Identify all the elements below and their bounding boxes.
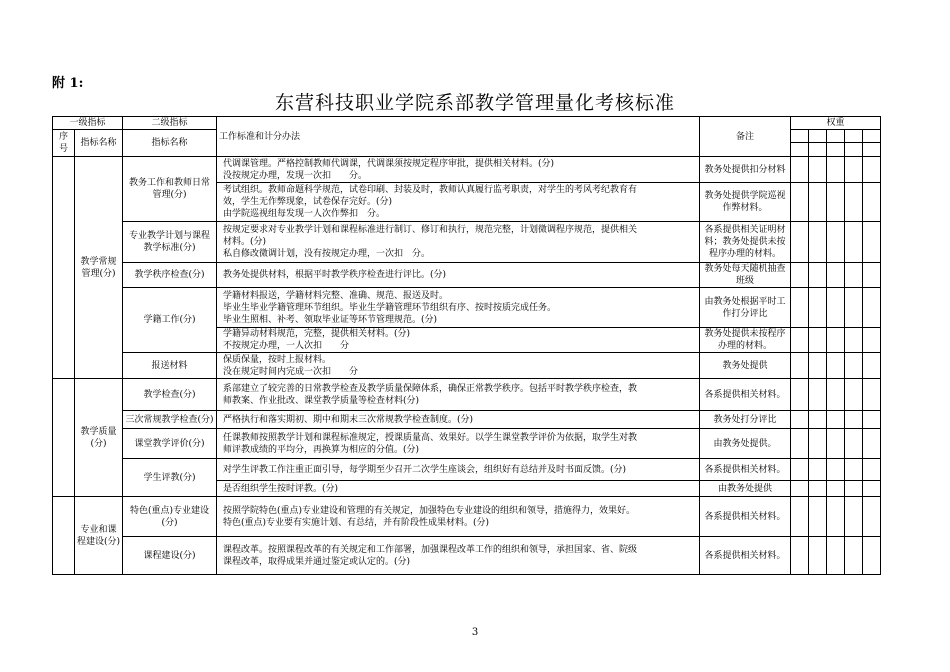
criteria-cell [217,222,700,263]
criteria-line: 课程改革。按照课程改革的有关规定和工作部署，加强课程改革工作的组织和领导，承担国家、省、院级 [223,544,638,555]
weight-cell [863,481,881,497]
criteria-cell [217,411,700,429]
criteria-cell [217,481,700,497]
table-row [53,537,881,575]
criteria-line: 不按规定办理，一人次扣 分 [223,341,350,351]
weight-cell [845,537,863,575]
header-level2: 二级指标 [123,117,217,130]
weight-cell [863,183,881,222]
table-row [53,497,881,537]
weight-cell [809,143,827,157]
level2-indicator-name: 报送材料 [123,353,217,379]
weight-cell [809,459,827,481]
remark-cell: 各系提供相关材料。 [700,459,791,481]
criteria-line: 教务处提供材料，根据平时教学秩序检查进行评比。(分) [223,270,447,280]
criteria-line: 没按规定办理，发现一次扣 分。 [223,170,368,181]
weight-cell [845,459,863,481]
criteria-line: 师评教成绩的平均分，再换算为相应的分值。(分) [223,444,420,455]
table-row [53,379,881,411]
weight-cell [809,537,827,575]
criteria-line: 考试组织。教师命题科学规范，试卷印刷、封装及时，教师认真履行监考职责，对学生的考风考纪教育有 [223,185,638,195]
weight-cell [809,429,827,459]
header-ind-name: 指标名称 [75,130,123,157]
level2-indicator-name: 学籍工作(分) [123,288,217,353]
seq-cell [53,379,75,497]
criteria-line: 对学生评教工作注重正面引导，每学期至少召开二次学生座谈会，组织好有总结并及时书面反馈。(分) [223,464,627,475]
criteria-cell [217,497,700,537]
criteria-cell [217,379,700,411]
weight-cell [791,183,809,222]
weight-cell [845,157,863,183]
weight-cell [863,222,881,263]
criteria-line: 代调课管理。严格控制教师代调课，代调课须按规定程序审批，提供相关材料。(分) [223,158,555,169]
level2-indicator-name: 课程建设(分) [123,537,217,575]
weight-cell [809,183,827,222]
criteria-line: 严格执行和落实期初、期中和期末三次常规教学检查制度。(分) [223,414,474,425]
weight-cell [791,222,809,263]
level2-indicator-name: 特色(重点)专业建设(分) [123,497,217,537]
weight-cell [827,130,845,143]
table-row [53,157,881,183]
header-seq: 序号 [53,130,75,157]
weight-cell [827,459,845,481]
weight-cell [809,288,827,328]
criteria-line: 材料。(分) [223,237,267,247]
remark-cell: 由教务处根据平时工作打分评比 [700,288,791,328]
table-row [53,222,881,263]
weight-cell [809,157,827,183]
weight-cell [809,130,827,143]
table-row [53,429,881,459]
remark-cell: 各系提供相关材料。 [700,379,791,411]
weight-cell [863,143,881,157]
remark-cell: 由教务处提供 [700,481,791,497]
weight-cell [791,143,809,157]
weight-cell [845,130,863,143]
weight-cell [845,353,863,379]
remark-cell: 各系提供相关材料。 [700,537,791,575]
weight-cell [791,288,809,328]
criteria-cell [217,459,700,481]
seq-cell [53,497,75,575]
weight-cell [863,157,881,183]
level2-indicator-name: 教学秩序检查(分) [123,263,217,288]
level1-indicator-name: 教学质量(分) [75,379,123,497]
table-row [53,411,881,429]
header-remarks: 备注 [700,117,791,157]
weight-cell [791,429,809,459]
criteria-line: 是否组织学生按时评教。(分) [223,483,339,494]
criteria-cell [217,183,700,222]
weight-cell [827,222,845,263]
weight-cell [845,379,863,411]
remark-cell: 教务处提供 [700,353,791,379]
criteria-line: 保质保量，按时上报材料。 [223,354,332,365]
table-row [53,288,881,328]
criteria-line: 毕业生照相、补考、领取毕业证等环节管理规范。(分) [223,314,438,325]
weight-cell [791,353,809,379]
level2-indicator-name: 课堂教学评价(分) [123,429,217,459]
criteria-cell [217,288,700,328]
weight-cell [827,288,845,328]
criteria-line: 毕业生毕业学籍管理环节组织。毕业生学籍管理环节组织有序、按时按质完成任务。 [223,302,557,313]
table-row [53,459,881,481]
criteria-line: 没在规定时间内完成一次扣 分 [223,366,359,377]
level1-indicator-name: 教学常规管理(分) [75,157,123,379]
criteria-cell [217,157,700,183]
remark-cell: 各系提供相关材料。 [700,497,791,537]
level1-indicator-name: 专业和课程建设(分) [75,497,123,575]
weight-cell [791,411,809,429]
criteria-line: 特色(重点)专业要有实施计划、有总结，并有阶段性成果材料。(分) [223,517,490,528]
level2-indicator-name: 教务工作和教师日常管理(分) [123,157,217,222]
weight-cell [827,497,845,537]
weight-cell [809,222,827,263]
annex-label: 附 1: [52,76,84,91]
weight-cell [791,263,809,288]
weight-cell [791,497,809,537]
weight-cell [827,353,845,379]
weight-cell [809,411,827,429]
weight-cell [809,353,827,379]
weight-cell [845,288,863,328]
weight-cell [827,263,845,288]
criteria-line: 学籍材料报送，学籍材料完整、准确、规范、报送及时。 [223,290,449,301]
weight-cell [791,379,809,411]
weight-cell [791,157,809,183]
weight-cell [863,459,881,481]
remark-cell: 教务处提供扣分材料 [700,157,791,183]
weight-cell [827,328,845,353]
page-number: 3 [471,627,479,638]
weight-cell [809,263,827,288]
weight-cell [827,429,845,459]
criteria-cell [217,328,700,353]
weight-cell [845,143,863,157]
criteria-line: 按照学院特色(重点)专业建设和管理的有关规定，加强特色专业建设的组织和领导，措施得力，效果好。 [223,505,636,516]
level2-indicator-name: 学生评教(分) [123,459,217,497]
weight-cell [827,183,845,222]
remark-cell: 教务处提供学院巡视作弊材料。 [700,183,791,222]
weight-cell [845,222,863,263]
weight-cell [845,328,863,353]
remark-cell: 各系提供相关证明材料；教务处提供未按程序办理的材料。 [700,222,791,263]
weight-cell [845,183,863,222]
weight-cell [791,537,809,575]
weight-cell [791,328,809,353]
seq-cell [53,157,75,379]
weight-cell [863,429,881,459]
criteria-line: 任课教师按照教学计划和课程标准规定，授课质量高、效果好。以学生课堂教学评价为依据，取学生对教 [223,432,638,443]
criteria-cell [217,263,700,288]
weight-cell [863,537,881,575]
weight-cell [845,497,863,537]
weight-cell [791,459,809,481]
document-title: 东营科技职业学院系部教学管理量化考核标准 [274,92,675,114]
criteria-cell [217,353,700,379]
weight-cell [827,157,845,183]
weight-cell [845,481,863,497]
remark-cell: 教务处每天随机抽查班级 [700,263,791,288]
criteria-line: 系部建立了较完善的日常教学检查及教学质量保障体系，确保正常教学秩序。包括平时教学秩序检查，教 [223,383,638,394]
weight-cell [827,143,845,157]
weight-cell [809,379,827,411]
weight-cell [827,379,845,411]
weight-cell [809,497,827,537]
assessment-table [52,116,881,575]
criteria-line: 效，学生无作弊现象，试卷保存完好。(分) [223,197,393,207]
weight-cell [863,379,881,411]
header-ind-name2: 指标名称 [123,130,217,157]
weight-cell [827,481,845,497]
criteria-line: 由学院巡视组每发现一人次作弊扣 分。 [223,209,386,219]
remark-cell: 由教务处提供。 [700,429,791,459]
weight-cell [863,288,881,328]
level2-indicator-name: 三次常规教学检查(分) [123,411,217,429]
weight-cell [863,411,881,429]
criteria-line: 私自修改微调计划，没有按规定办理，一次扣 分。 [223,249,431,259]
weight-cell [863,328,881,353]
weight-cell [863,130,881,143]
criteria-cell [217,537,700,575]
weight-cell [845,411,863,429]
weight-cell [845,263,863,288]
table-row [53,353,881,379]
weight-cell [863,263,881,288]
criteria-line: 学籍异动材料规范，完整，提供相关材料。(分) [223,329,411,339]
header-weight: 权重 [791,117,881,130]
header-criteria: 工作标准和计分办法 [217,117,700,157]
weight-cell [827,411,845,429]
criteria-cell [217,429,700,459]
remark-cell: 教务处提供未按程序办理的材料。 [700,328,791,353]
weight-cell [863,497,881,537]
criteria-line: 课程改革，取得成果并通过鉴定或认定的。(分) [223,556,411,567]
weight-cell [809,328,827,353]
weight-cell [791,481,809,497]
criteria-line: 师教案、作业批改、课堂教学质量等检查材料(分) [223,395,420,406]
criteria-line: 按规定要求对专业教学计划和课程标准进行制订、修订和执行，规范完整，计划微调程序规范，提供相关 [223,225,638,235]
level2-indicator-name: 教学检查(分) [123,379,217,411]
weight-cell [827,537,845,575]
header-level1: 一级指标 [53,117,123,130]
weight-cell [791,130,809,143]
weight-cell [845,429,863,459]
level2-indicator-name: 专业教学计划与课程教学标准(分) [123,222,217,263]
weight-cell [809,481,827,497]
table-row [53,263,881,288]
remark-cell: 教务处打分评比 [700,411,791,429]
weight-cell [863,353,881,379]
header-row-1 [53,117,881,130]
